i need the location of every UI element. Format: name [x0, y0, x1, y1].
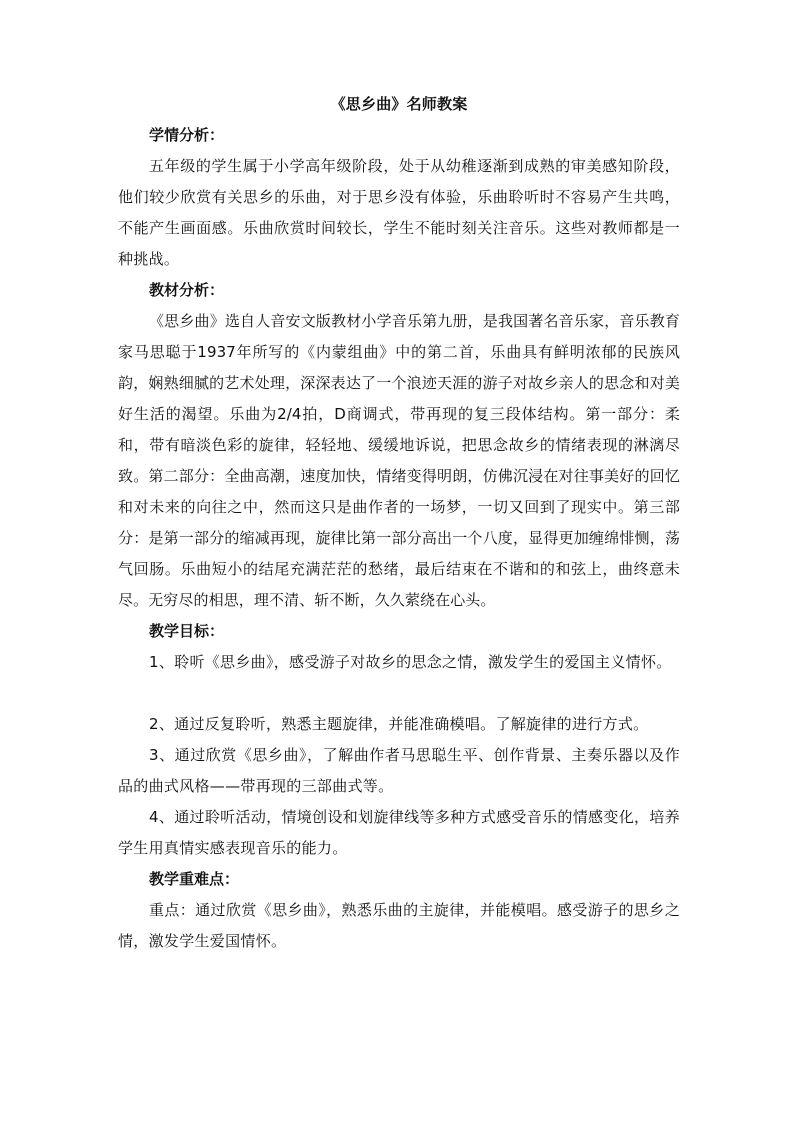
section-heading-learner-analysis: 学情分析： — [149, 126, 225, 144]
section-heading-teaching-goals: 教学目标： — [149, 622, 225, 640]
goal-item: 3、通过欣赏《思乡曲》，了解曲作者马思聪生平、创作背景、主奏乐器以及作品的曲式风格——带再现的三部曲式等。 — [118, 746, 680, 795]
document-title: 《思乡曲》名师教案 — [330, 95, 468, 113]
section-heading-key-points: 教学重难点： — [149, 870, 240, 888]
blank-line — [118, 678, 680, 709]
paragraph: 重点：通过欣赏《思乡曲》，熟悉乐曲的主旋律，并能模唱。感受游子的思乡之情，激发学生爱国情怀。 — [118, 901, 680, 950]
goal-item: 2、通过反复聆听，熟悉主题旋律，并能准确模唱。了解旋律的进行方式。 — [149, 715, 649, 733]
document-page — [118, 92, 680, 957]
paragraph: 《思乡曲》选自人音安文版教材小学音乐第九册，是我国著名音乐家，音乐教育家马思聪于1937年所写的《内蒙组曲》中的第二首，乐曲具有鲜明浓郁的民族风韵，娴熟细腻的艺术处理，深深表达了一个浪迹天涯的游子对故乡亲人的思念和对美好生活的渴望。乐曲为2/4拍，D商调式，带再现的复三段体结构。第一部分：柔和，带有暗淡色彩的旋律，轻轻地、缓缓地诉说，把思念故乡的情绪表现的淋漓尽致。第二部分：全曲高潮，速度加快，情绪变得明朗，仿佛沉浸在对往事美好的回忆和对未来的向往之中，然而这只是曲作者的一场梦，一切又回到了现实中。第三部分：是第一部分的缩减再现，旋律比第一部分高出一个八度，显得更加缠绵悱恻，荡气回肠。乐曲短小的结尾充满茫茫的愁绪，最后结束在不谐和的和弦上，曲终意未尽。无穷尽的相思，理不清、斩不断，久久萦绕在心头。 — [118, 312, 680, 609]
goal-item: 4、通过聆听活动，情境创设和划旋律线等多种方式感受音乐的情感变化，培养学生用真情实感表现音乐的能力。 — [118, 808, 680, 857]
goal-item: 1、聆听《思乡曲》，感受游子对故乡的思念之情，激发学生的爱国主义情怀。 — [149, 653, 672, 671]
section-heading-material-analysis: 教材分析： — [149, 281, 225, 299]
paragraph: 五年级的学生属于小学高年级阶段，处于从幼稚逐渐到成熟的审美感知阶段，他们较少欣赏有关思乡的乐曲，对于思乡没有体验，乐曲聆听时不容易产生共鸣，不能产生画面感。乐曲欣赏时间较长，学生不能时刻关注音乐。这些对教师都是一种挑战。 — [118, 157, 680, 268]
